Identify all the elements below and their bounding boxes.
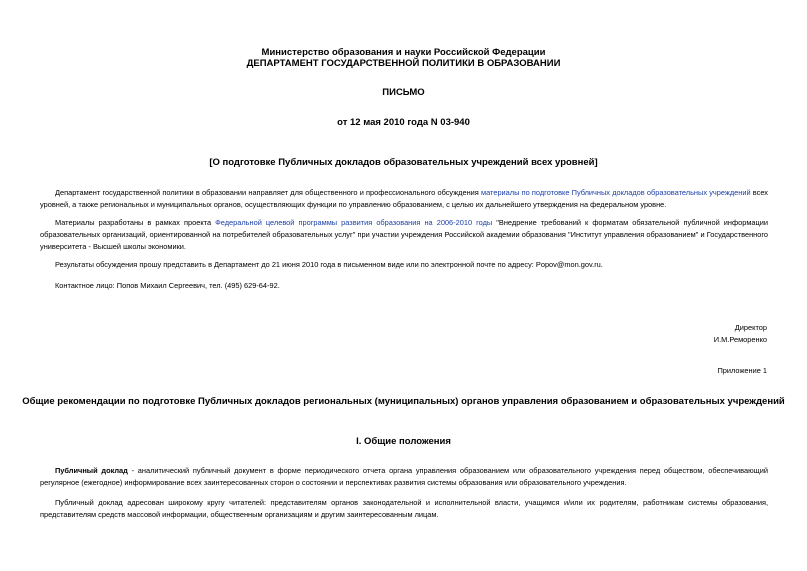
- signature-title: Директор: [734, 323, 767, 332]
- document-subject: [О подготовке Публичных докладов образовательных учреждений всех уровней]: [209, 157, 598, 168]
- document-date-number: от 12 мая 2010 года N 03-940: [337, 117, 470, 128]
- materials-link[interactable]: материалы по подготовке Публичных докладов образовательных учреждений: [481, 188, 751, 197]
- signature-name: И.М.Реморенко: [713, 335, 767, 344]
- term-bold: Публичный доклад: [55, 466, 128, 475]
- paragraph-materials: [40, 217, 768, 253]
- paragraph-text: всех уровней, а также региональных и муниципальных органов, осуществляющих функции по управлению образованием, с целью их дальнейшего утверждения на федеральном уровне.: [40, 188, 768, 209]
- section-heading: I. Общие положения: [356, 436, 451, 447]
- paragraph-text: Департамент государственной политики в образовании направляет для общественного и профессионального обсуждения: [55, 188, 481, 197]
- paragraph-text: Материалы разработаны в рамках проекта: [55, 218, 216, 227]
- program-link[interactable]: Федеральной целевой программы развития образования на 2006-2010 годы: [215, 218, 493, 227]
- paragraph-text: "Внедрение требований к форматам обязательной публичной информации образовательных организаций, ориентированной на потребителей образовательных услуг" при участии учреждения Российской академии образования "Институт управления образованием" и Государственного университета - Высшей школы экономики.: [40, 218, 768, 251]
- ministry-title: Министерство образования и науки Российской Федерации: [261, 47, 546, 58]
- paragraph-definition: [40, 465, 768, 489]
- paragraph-contact: Контактное лицо: Попов Михаил Сергеевич, тел. (495) 629-64-92.: [55, 281, 280, 290]
- appendix-title: Общие рекомендации по подготовке Публичных докладов региональных (муниципальных) органов управления образованием и образовательных учреждений: [22, 396, 785, 407]
- department-title: ДЕПАРТАМЕНТ ГОСУДАРСТВЕННОЙ ПОЛИТИКИ В ОБРАЗОВАНИИ: [246, 58, 561, 69]
- paragraph-results: Результаты обсуждения прошу представить в Департамент до 21 июня 2010 года в письменном виде или по электронной почте по адресу: Popov@mon.gov.ru.: [55, 260, 603, 269]
- paragraph-text: - аналитический публичный документ в форме периодического отчета органа управления образованием или образовательного учреждения перед обществом, обеспечивающий регулярное (ежегодное) информирование всех заинтересованных сторон о состоянии и перспективах развития системы образования или образовательного учреждения.: [40, 466, 768, 487]
- appendix-label: Приложение 1: [717, 366, 767, 375]
- paragraph-audience: Публичный доклад адресован широкому кругу читателей: представителям органов законодательной и исполнительной власти, учащимся и/или их родителям, работникам системы образования, представителям средств массовой информации, общественным организациям и другим заинтересованным лицам.: [40, 498, 768, 519]
- document-type: ПИСЬМО: [382, 87, 425, 98]
- paragraph-intro: [40, 187, 768, 211]
